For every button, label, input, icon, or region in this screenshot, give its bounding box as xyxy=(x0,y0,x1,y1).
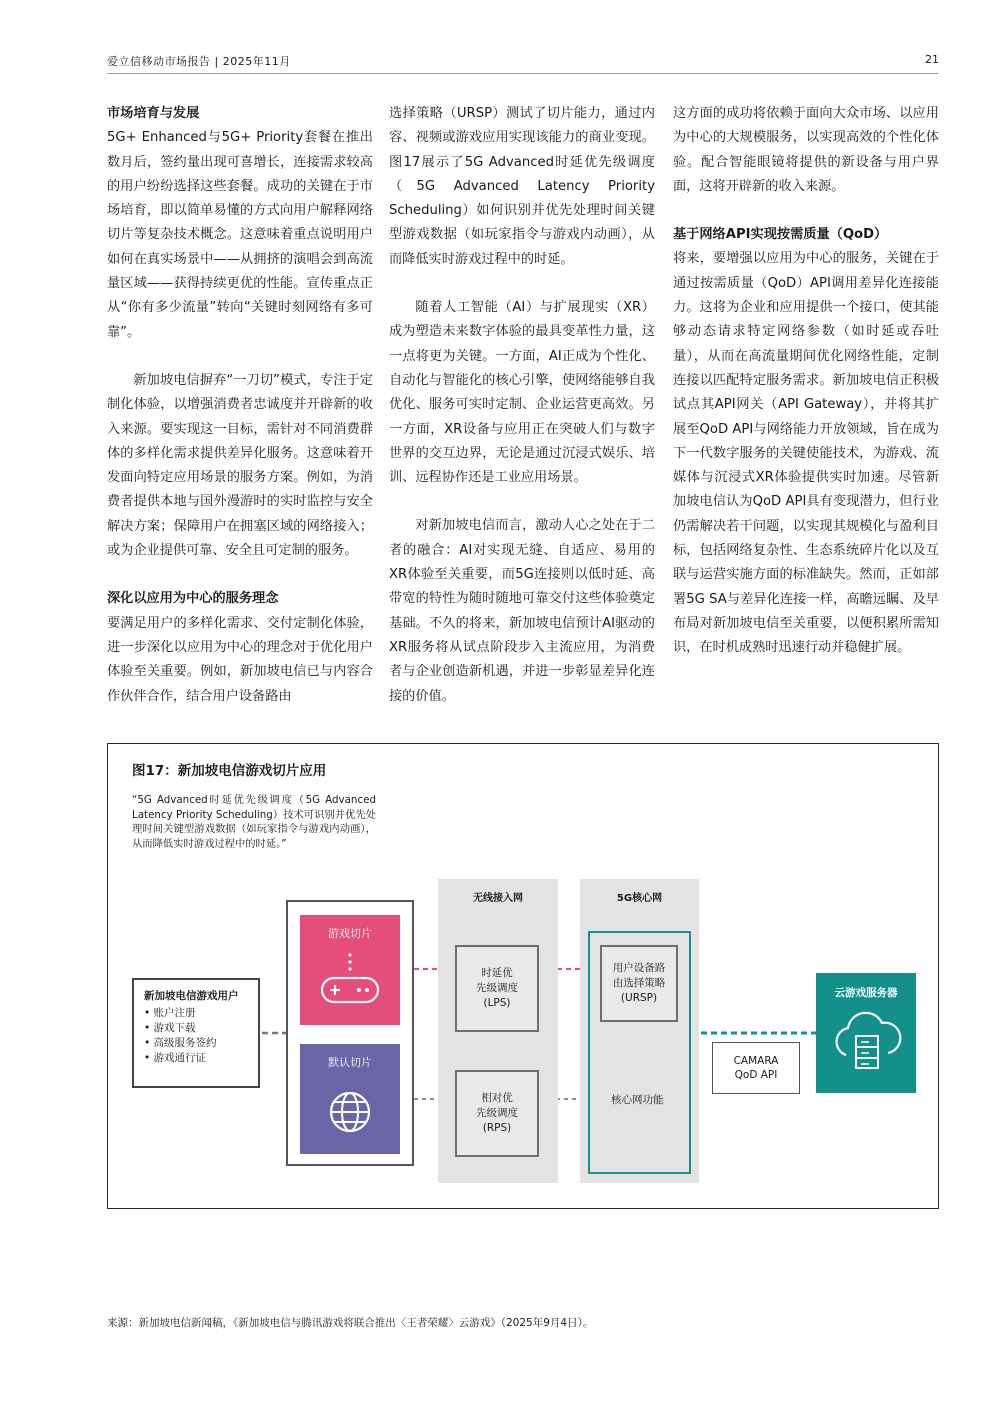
core-label: 5G核心网 xyxy=(616,893,663,904)
page-number: 21 xyxy=(925,53,939,66)
ran-label: 无线接入网 xyxy=(473,893,523,904)
rps-line: (RPS) xyxy=(482,1122,512,1134)
paragraph: 5G+ Enhanced与5G+ Priority套餐在推出数月后，签约量出现可喜增长，连接需求较高的用户纷纷选择这些套餐。成功的关键在于市场培育，即以简单易懂的方式向用户解释网络切片等复杂技术概念。这意味着重点说明用户如何在真实场景中——从拥挤的演唱会到高流量区域——获得持续更优的性能。宣传重点正从“你有多少流量”转向“关键时刻网络有多可靠”。 xyxy=(107,130,373,340)
column-3 xyxy=(673,102,939,661)
cloud-server-label: 云游戏服务器 xyxy=(834,987,898,999)
paragraph: 对新加坡电信而言，激动人心之处在于二者的融合：AI对实现无缝、自适应、易用的XR体验至关重要，而5G连接则以低时延、高带宽的特性为随时随地可靠交付这些体验奠定基础。不久的将来，新加坡电信预计AI驱动的XR服务将从试点阶段步入主流应用，为消费者与企业创造新机遇，并进一步彰显差异化连接的价值。 xyxy=(389,518,655,704)
default-slice xyxy=(300,1044,400,1154)
ursp-box xyxy=(600,945,678,1022)
lps-box xyxy=(455,945,539,1032)
paragraph: 新加坡电信摒弃“一刀切”模式，专注于定制化体验，以增强消费者忠诚度并开辟新的收入来源。要实现这一目标，需针对不同消费群体的多样化需求提供差异化服务。这意味着开发面向特定应用场景的服务方案。例如，为消费者提供本地与国外漫游时的实时监控与安全解决方案；保障用户在拥塞区域的网络接入；或为企业提供可靠、安全且可定制的服务。 xyxy=(107,372,373,559)
figure-quote: “5G Advanced时延优先级调度（5G Advanced Latency Priority Scheduling）技术可识别并优先处理时间关键型游戏数据（如玩家指令与游戏内动画），从而降低实时游戏过程中的时延。” xyxy=(132,794,376,850)
source-note: 来源：新加坡电信新闻稿，《新加坡电信与腾讯游戏将联合推出〈王者荣耀〉云游戏》（2025年9月4日）。 xyxy=(107,1317,594,1329)
rps-box xyxy=(455,1070,539,1157)
paragraph: 这方面的成功将依赖于面向大众市场、以应用为中心的大规模服务，以实现高效的个性化体验。配合智能眼镜将提供的新设备与用户界面，这将开辟新的收入来源。 xyxy=(673,106,939,194)
paragraph: 随着人工智能（AI）与扩展现实（XR）成为塑造未来数字体验的最具变革性力量，这一点将更为关键。一方面，AI正成为个性化、自动化与智能化的核心引擎，使网络能够自我优化、服务可实时定制、企业运营更高效。另一方面，XR设备与应用正在突破人们与数字世界的交互边界，无论是通过沉浸式娱乐、培训、远程协作还是工业应用场景。 xyxy=(389,300,655,486)
paragraph: 选择策略（URSP）测试了切片能力，通过内容、视频或游戏应用实现该能力的商业变现。图17展示了5G Advanced时延优先级调度（5G Advanced Latency Priority Scheduling）如何识别并优先处理时间关键型游戏数据（如玩家指令与游戏内动画），从而降低实时游戏过程中的时延。 xyxy=(389,106,655,267)
section-heading-market: 市场培育与发展 xyxy=(107,106,200,121)
camara-line: CAMARA xyxy=(733,1055,779,1067)
game-slice-label: 游戏切片 xyxy=(328,927,372,940)
gamepad-icon xyxy=(300,915,400,1025)
lps-line: 先级调度 xyxy=(476,982,518,994)
column-2 xyxy=(389,102,655,709)
cloud-game-server xyxy=(816,973,916,1093)
camara-qod-api-box xyxy=(712,1042,800,1094)
game-slice xyxy=(300,915,400,1025)
lps-line: 时延优 xyxy=(481,967,513,979)
header-divider xyxy=(107,73,938,74)
default-slice-label: 默认切片 xyxy=(328,1056,372,1069)
ursp-line: (URSP) xyxy=(620,992,658,1004)
ursp-line: 由选择策略 xyxy=(612,977,666,989)
section-heading-qod: 基于网络API实现按需质量（QoD） xyxy=(673,227,888,243)
figure-title: 图17：新加坡电信游戏切片应用 xyxy=(132,763,327,779)
ursp-line: 用户设备路 xyxy=(612,962,666,974)
list-item: • 账户注册 xyxy=(144,1007,196,1019)
globe-icon xyxy=(300,1044,400,1154)
paragraph: 将来，要增强以应用为中心的服务，关键在于通过按需质量（QoD）API调用差异化连接能力。这将为企业和应用提供一个接口，使其能够动态请求特定网络参数（如时延或吞吐量），从而在高流量期间优化网络性能，定制连接以匹配特定服务需求。新加坡电信正积极试点其API网关（API Gateway），并将其扩展至QoD API与网络能力开放领域，旨在成为下一代数字服务的关键使能技术，为游戏、流媒体与沉浸式XR体验提供实时加速。尽管新加坡电信认为QoD API具有变现潜力，但行业仍需解决若干问题，以实现其规模化与盈利目标，包括网络复杂性、生态系统碎片化以及互联与运营实施方面的标准缺失。然而，正如部署5G SA与差异化连接一样，高瞻远瞩、及早布局对新加坡电信至关重要，以便积累所需知识，在时机成熟时迅速行动并稳健扩展。 xyxy=(673,251,939,656)
core-function-label: 核心网功能 xyxy=(611,1094,664,1106)
user-box-title: 新加坡电信游戏用户 xyxy=(144,990,239,1002)
camara-line: QoD API xyxy=(734,1069,778,1081)
cloud-server-icon xyxy=(816,973,916,1093)
list-item: • 高级服务签约 xyxy=(144,1037,217,1049)
list-item: • 游戏下载 xyxy=(144,1022,196,1034)
list-item: • 游戏通行证 xyxy=(144,1052,207,1064)
slices-container xyxy=(286,900,414,1166)
paragraph: 要满足用户的多样化需求、交付定制化体验，进一步深化以应用为中心的理念对于优化用户体验至关重要。例如，新加坡电信已与内容合作伙伴合作，结合用户设备路由 xyxy=(107,615,373,704)
game-user-box xyxy=(132,978,260,1088)
report-title: 爱立信移动市场报告 | 2025年11月 xyxy=(107,55,291,68)
lps-line: (LPS) xyxy=(483,997,511,1009)
rps-line: 先级调度 xyxy=(476,1107,518,1119)
column-1 xyxy=(107,102,373,709)
rps-line: 相对优 xyxy=(481,1092,513,1104)
figure-17 xyxy=(107,743,939,1209)
section-heading-app-centric: 深化以应用为中心的服务理念 xyxy=(107,591,279,607)
